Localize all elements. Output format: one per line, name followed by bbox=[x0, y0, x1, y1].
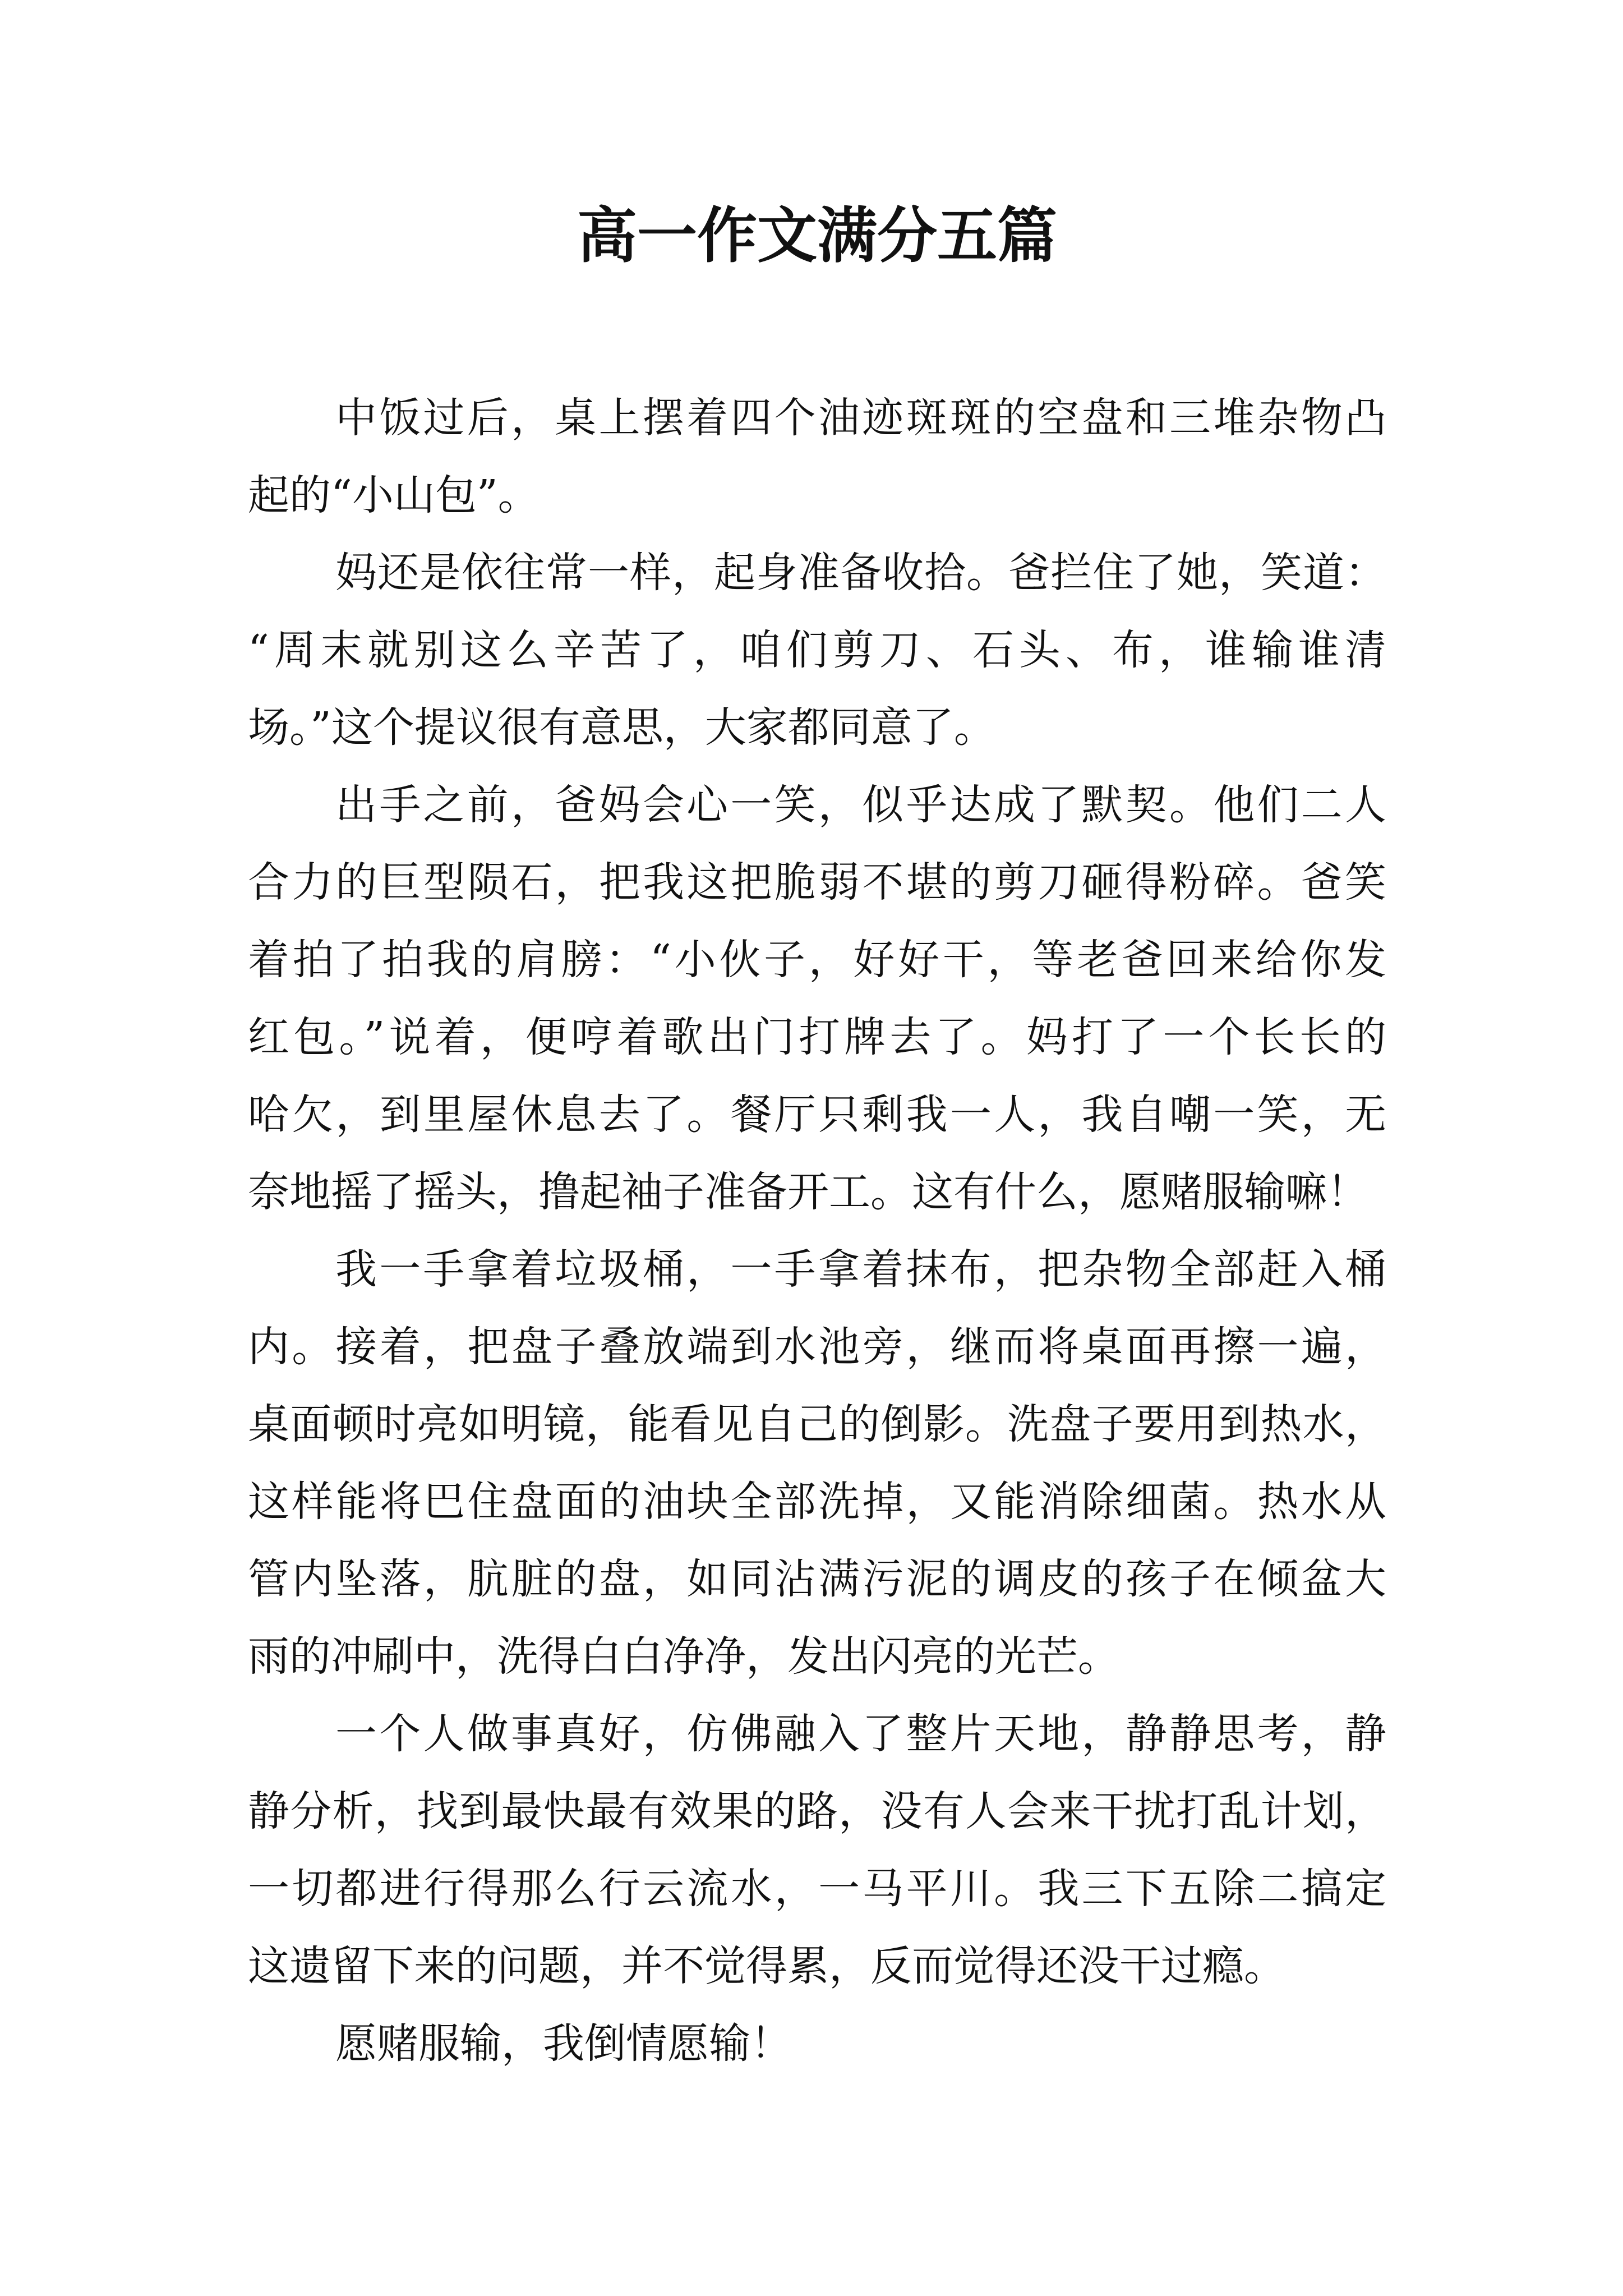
paragraph bbox=[248, 1695, 1386, 2005]
paragraph-line: “周末就别这么辛苦了，咱们剪刀、石头、布，谁输谁清 bbox=[248, 626, 1386, 674]
paragraph-line: 一个人做事真好，仿佛融入了整片天地，静静思考，静 bbox=[335, 1710, 1386, 1758]
paragraph-line: 雨的冲刷中，洗得白白净净，发出闪亮的光芒。 bbox=[248, 1632, 1119, 1681]
paragraph bbox=[248, 379, 1386, 534]
paragraph-line: 哈欠，到里屋休息去了。餐厅只剩我一人，我自嘲一笑，无 bbox=[248, 1091, 1386, 1139]
paragraph bbox=[248, 2005, 1386, 2082]
paragraph-line: 起的“小山包”。 bbox=[248, 471, 540, 519]
paragraph-line: 我一手拿着垃圾桶，一手拿着抹布，把杂物全部赶入桶 bbox=[335, 1245, 1386, 1294]
paragraph bbox=[248, 1231, 1386, 1695]
paragraph-line: 妈还是依往常一样，起身准备收拾。爸拦住了她，笑道： bbox=[335, 549, 1386, 597]
paragraph-line: 着拍了拍我的肩膀：“小伙子，好好干，等老爸回来给你发 bbox=[248, 936, 1386, 984]
paragraph-line: 场。”这个提议很有意思，大家都同意了。 bbox=[248, 703, 995, 752]
paragraph-line: 桌面顿时亮如明镜，能看见自己的倒影。洗盘子要用到热水， bbox=[248, 1400, 1386, 1448]
paragraph-line: 愿赌服输，我倒情愿输！ bbox=[335, 2019, 792, 2068]
page-title: 高一作文满分五篇 bbox=[577, 203, 1057, 270]
paragraph-line: 管内坠落，肮脏的盘，如同沾满污泥的调皮的孩子在倾盆大 bbox=[248, 1555, 1386, 1603]
paragraph-line: 中饭过后，桌上摆着四个油迹斑斑的空盘和三堆杂物凸 bbox=[335, 394, 1386, 442]
paragraph bbox=[248, 534, 1386, 766]
document-body bbox=[248, 379, 1386, 2082]
paragraph bbox=[248, 766, 1386, 1231]
paragraph-line: 这样能将巴住盘面的油块全部洗掉，又能消除细菌。热水从 bbox=[248, 1478, 1386, 1526]
paragraph-line: 奈地摇了摇头，撸起袖子准备开工。这有什么，愿赌服输嘛！ bbox=[248, 1168, 1368, 1216]
paragraph-line: 红包。”说着，便哼着歌出门打牌去了。妈打了一个长长的 bbox=[248, 1013, 1386, 1061]
paragraph-line: 合力的巨型陨石，把我这把脆弱不堪的剪刀砸得粉碎。爸笑 bbox=[248, 858, 1386, 907]
paragraph-line: 这遗留下来的问题，并不觉得累，反而觉得还没干过瘾。 bbox=[248, 1942, 1285, 1990]
paragraph-line: 出手之前，爸妈会心一笑，似乎达成了默契。他们二人 bbox=[335, 781, 1386, 829]
paragraph-line: 静分析，找到最快最有效果的路，没有人会来干扰打乱计划， bbox=[248, 1787, 1386, 1835]
paragraph-line: 一切都进行得那么行云流水，一马平川。我三下五除二搞定 bbox=[248, 1865, 1386, 1913]
paragraph-line: 内。接着，把盘子叠放端到水池旁，继而将桌面再擦一遍， bbox=[248, 1323, 1386, 1371]
